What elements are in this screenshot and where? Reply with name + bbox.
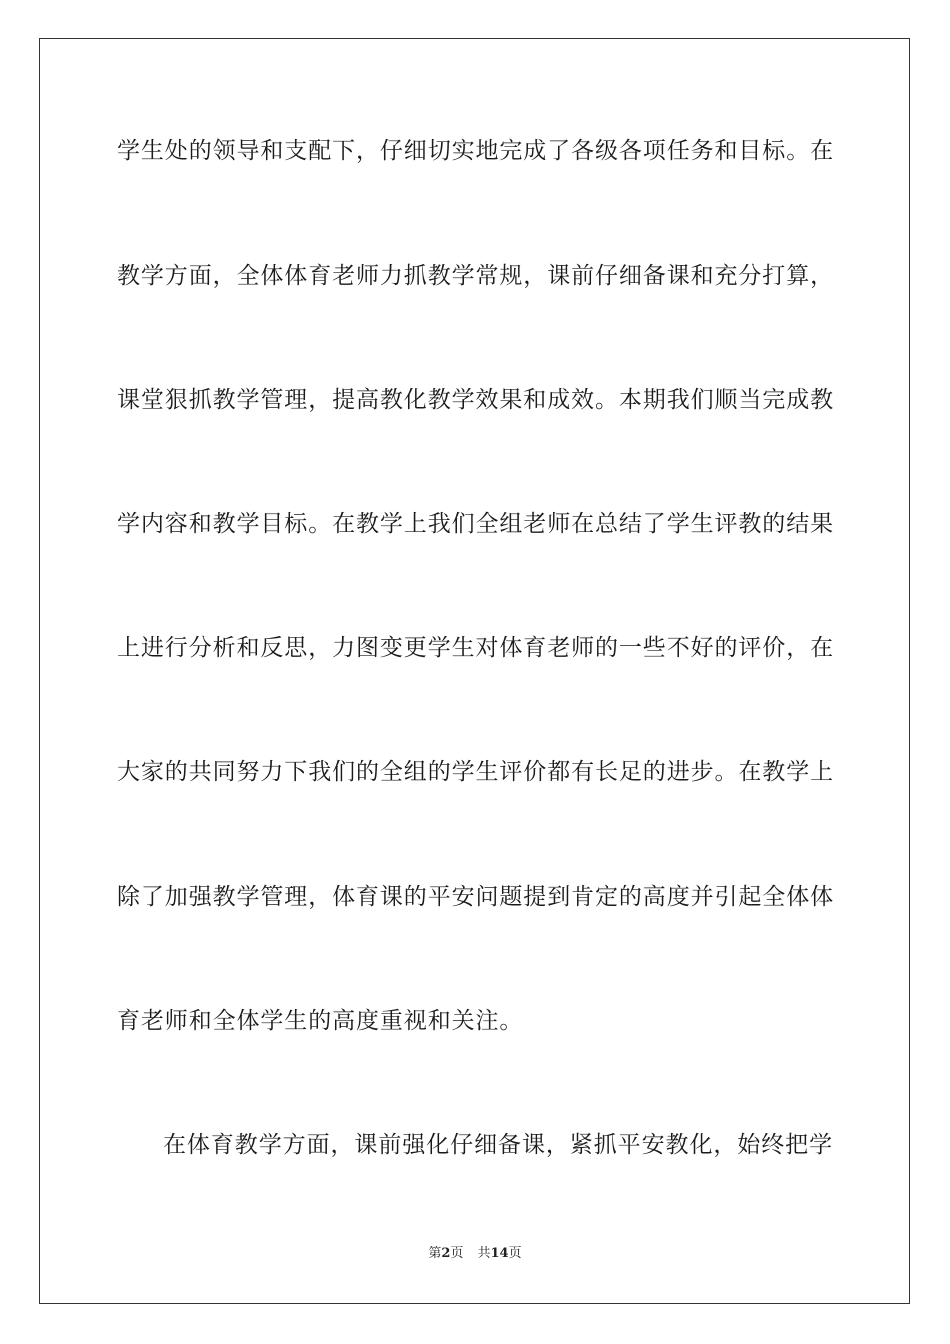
page-footer <box>0 1245 950 1263</box>
paragraph-first-line: 在体育教学方面，课前强化仔细备课，紧抓平安教化，始终把学 <box>163 1132 833 1158</box>
text-line: 学生处的领导和支配下，仔细切实地完成了各级各项任务和目标。在 <box>117 138 834 164</box>
page-prefix: 第 <box>428 1246 442 1261</box>
page-number: 2 <box>441 1246 451 1261</box>
total-prefix: 共 <box>477 1246 491 1261</box>
text-line: 学内容和教学目标。在教学上我们全组老师在总结了学生评教的结果 <box>117 511 834 537</box>
text-line: 教学方面，全体体育老师力抓教学常规，课前仔细备课和充分打算， <box>117 263 834 289</box>
text-line: 课堂狠抓教学管理，提高教化教学效果和成效。本期我们顺当完成教 <box>117 387 834 413</box>
page-border <box>39 38 910 1304</box>
text-line: 大家的共同努力下我们的全组的学生评价都有长足的进步。在教学上 <box>117 759 834 785</box>
text-line: 育老师和全体学生的高度重视和关注。 <box>117 1008 524 1034</box>
text-line: 上进行分析和反思，力图变更学生对体育老师的一些不好的评价，在 <box>117 635 834 661</box>
total-suffix: 页 <box>508 1246 522 1261</box>
page-suffix: 页 <box>450 1246 464 1261</box>
total-pages: 14 <box>490 1246 509 1261</box>
text-line: 除了加强教学管理，体育课的平安问题提到肯定的高度并引起全体体 <box>117 884 834 910</box>
